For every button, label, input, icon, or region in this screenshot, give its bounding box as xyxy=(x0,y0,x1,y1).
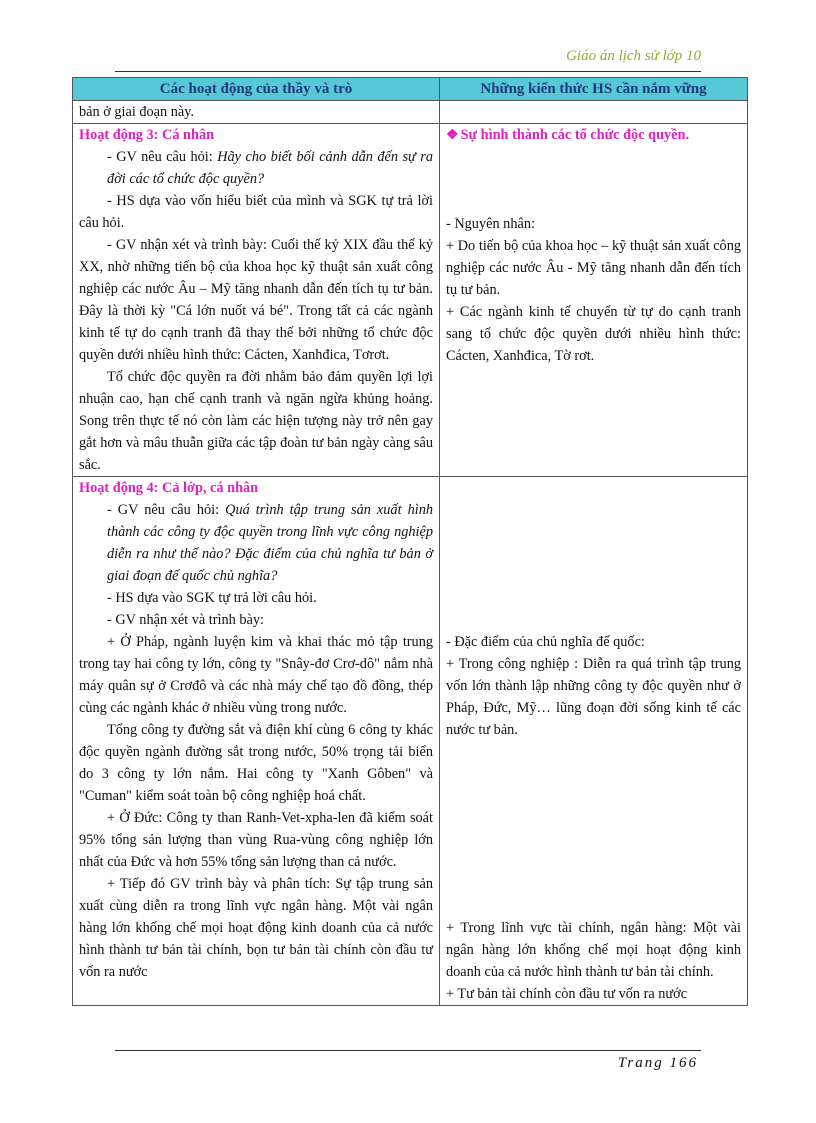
activity-question xyxy=(79,146,433,190)
activity-paragraph: - GV nhận xét và trình bày: Cuối thế kỷ XIX đầu thế kỷ XX, nhờ những tiến bộ của khoa học kỹ thuật sản xuất công nghiệp các nước Âu – Mỹ tăng nhanh dẫn đến tích tụ tư bản. Đây là thời kỳ "Cá lớn nuốt vá bé". Trong tất cả các ngành kinh tế tự do cạnh tranh đã thay thế bởi những tổ chức độc quyền dưới nhiều hình thức: Cácten, Xanhđica, Tơrơt. xyxy=(79,237,433,363)
row0-right xyxy=(440,101,748,124)
question-lead: - GV nêu câu hỏi: xyxy=(107,149,218,165)
question-text: Quá trình tập trung sản xuất hình thành các công ty độc quyền trong lĩnh vực công nghiệp diễn ra như thế nào? Đặc điểm của chủ nghĩa tư bản ở giai đoạn đế quốc chủ nghĩa? xyxy=(107,502,434,584)
activity-paragraph: + Ở Pháp, ngành luyện kim và khai thác mỏ tập trung trong tay hai công ty lớn, công ty "Snây-đơ Crơ-dô" nắm nhà máy quân sự ở Crơđô và các nhà máy chế tạo đồ đồng, thép cùng các ngành khác ở nhiều vùng trong nước. xyxy=(79,634,433,716)
activity-question xyxy=(79,499,433,587)
knowledge-item: + Trong lĩnh vực tài chính, ngân hàng: Một vài ngân hàng lớn khống chế mọi hoạt động kinh doanh của cả nước hình thành tư bản tài chính. xyxy=(446,920,741,980)
knowledge-item: + Do tiến bộ của khoa học – kỹ thuật sản xuất công nghiệp các nước Âu - Mỹ tăng nhanh dẫn đến tích tụ tư bản. xyxy=(446,238,741,298)
row0-left: bản ở giai đoạn này. xyxy=(73,101,440,124)
knowledge-heading-text: Sự hình thành các tổ chức độc quyền. xyxy=(460,127,690,143)
question-text: Hãy cho biết bối cảnh dẫn đến sự ra đời các tổ chức độc quyền? xyxy=(107,149,433,187)
activity-paragraph: + Tiếp đó GV trình bày và phân tích: Sự tập trung sản xuất cùng diễn ra trong lĩnh vực ngân hàng. Một vài ngân hàng lớn khống chế mọi hoạt động kinh doanh của cả nước hình thành tư bản tài chính, bọn tư bản tài chính còn đầu tư vốn ra nước xyxy=(79,876,433,980)
table-header-row xyxy=(73,78,748,101)
col1-header: Các hoạt động của thầy và trò xyxy=(73,78,440,101)
row2-left xyxy=(73,477,440,1006)
diamond-bullet-icon: ❖ xyxy=(446,128,459,143)
table-row xyxy=(73,124,748,477)
activity-paragraph: + Ở Đức: Công ty than Ranh-Vet-xpha-len đã kiểm soát 95% tổng sản lượng than vùng Rua-vùng công nghiệp lớn nhất của Đức và hơn 55% tổng sản lượng than cả nước. xyxy=(79,810,433,870)
question-lead: - GV nêu câu hỏi: xyxy=(107,502,226,518)
activity-paragraph: Tổng công ty đường sắt và điện khí cùng 6 công ty khác độc quyền ngành đường sắt trong nước, 50% trọng tải biển do 3 công ty lớn nắm. Hai công ty "Xanh Gôben" và "Cuman" kiểm soát toàn bộ công nghiệp hoá chất. xyxy=(79,722,433,804)
lesson-table xyxy=(72,77,747,1006)
page-number: Trang 166 xyxy=(617,1055,698,1071)
table-row xyxy=(73,477,748,1006)
knowledge-item: - Nguyên nhân: xyxy=(446,216,535,232)
knowledge-item: - Đặc điểm của chủ nghĩa đế quốc: xyxy=(446,634,645,650)
activity-paragraph: - GV nhận xét và trình bày: xyxy=(107,612,264,628)
knowledge-item: + Tư bản tài chính còn đầu tư vốn ra nước xyxy=(446,986,688,1002)
header-title: Giáo án lịch sử lớp 10 xyxy=(566,48,701,64)
table-row xyxy=(73,101,748,124)
activity-heading: Hoạt động 4: Cả lớp, cá nhân xyxy=(79,480,259,496)
row1-left xyxy=(73,124,440,477)
col2-header: Những kiến thức HS cần nắm vững xyxy=(440,78,748,101)
row1-right xyxy=(440,124,748,477)
activity-heading: Hoạt động 3: Cá nhân xyxy=(79,127,215,143)
row2-right xyxy=(440,477,748,1006)
knowledge-item: + Các ngành kinh tế chuyển từ tự do cạnh tranh sang tổ chức độc quyền dưới nhiều hình thức: Cácten, Xanhđica, Tờ rơt. xyxy=(446,304,741,364)
activity-paragraph: - HS dựa vào SGK tự trả lời câu hỏi. xyxy=(107,590,317,606)
knowledge-heading xyxy=(446,124,741,147)
activity-paragraph: - HS dựa vào vốn hiểu biết của mình và SGK tự trả lời câu hỏi. xyxy=(79,193,433,231)
knowledge-item: + Trong công nghiệp : Diễn ra quá trình tập trung vốn lớn thành lập những công ty độc quyền như ở Pháp, Đức, Mỹ… lũng đoạn đời sống kinh tế các nước tư bản. xyxy=(446,656,741,738)
activity-paragraph: Tổ chức độc quyền ra đời nhằm bảo đảm quyền lợi lợi nhuận cao, hạn chế cạnh tranh và ngăn ngừa khủng hoảng. Song trên thực tế nó còn làm các hiện tượng này trở nên gay gắt hơn và mâu thuẫn giữa các tập đoàn tư bản ngày càng sâu sắc. xyxy=(79,369,433,473)
header-divider xyxy=(115,71,701,72)
footer-divider xyxy=(115,1050,701,1051)
